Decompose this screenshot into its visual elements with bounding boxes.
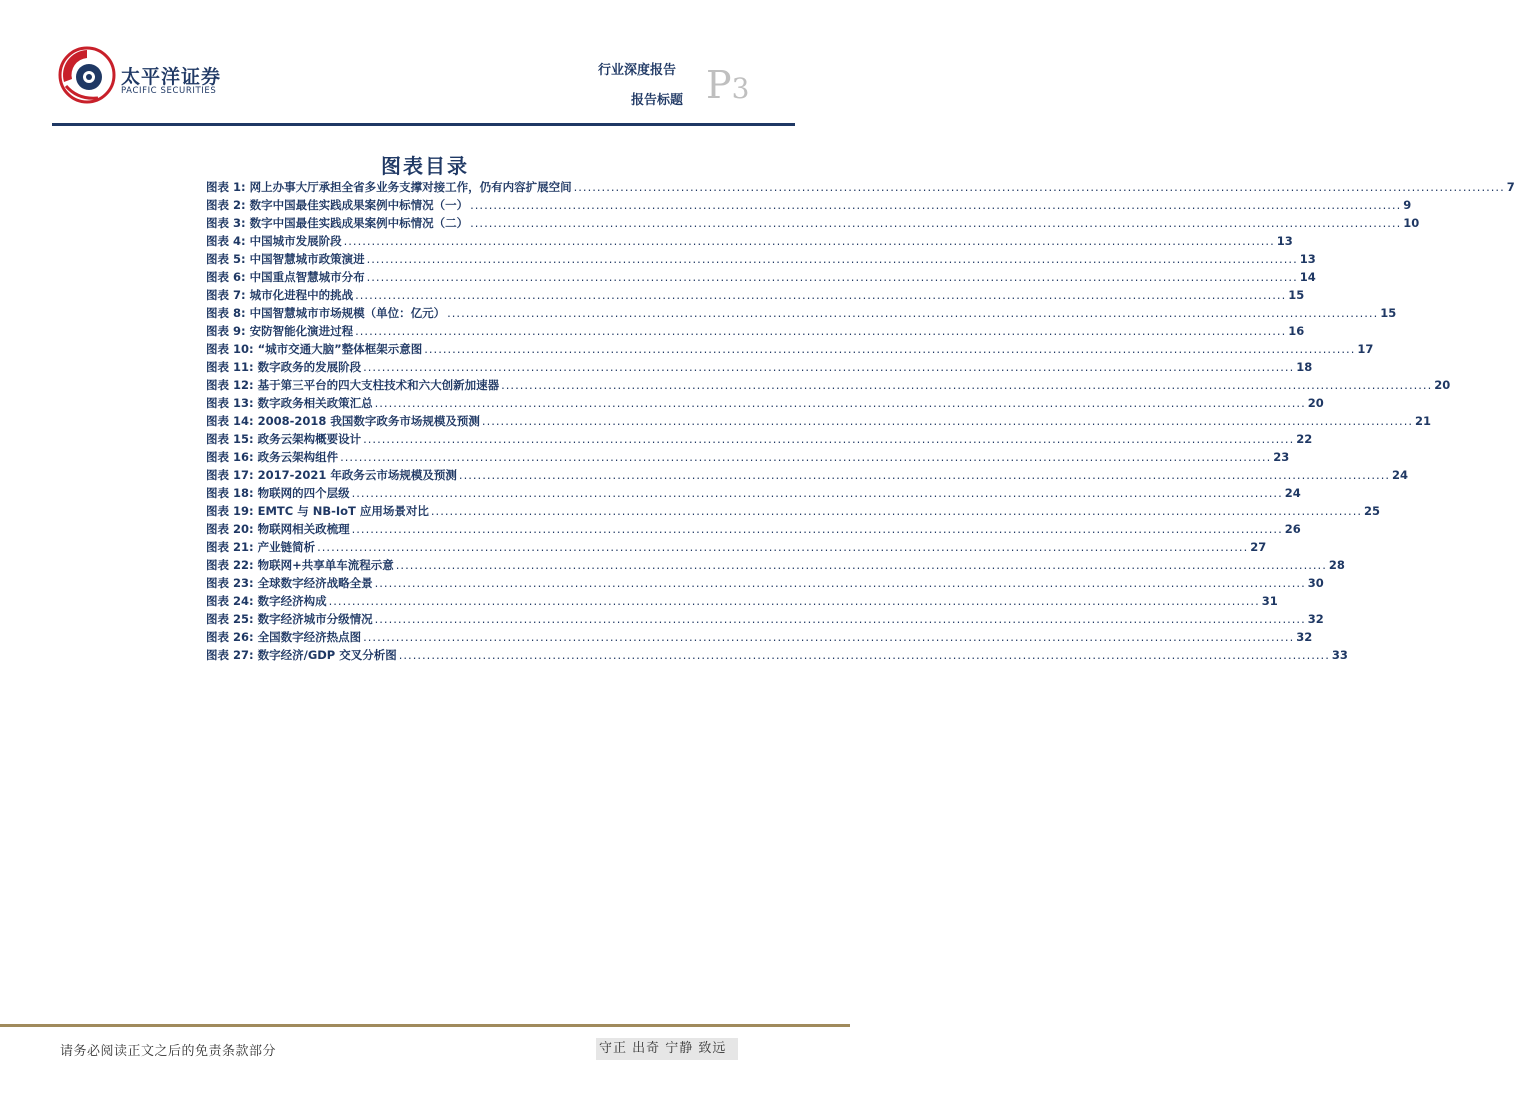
disclaimer-note: 请务必阅读正文之后的免责条款部分: [60, 1044, 277, 1059]
toc-entry-label: 图表 8:: [206, 306, 246, 320]
report-title: 报告标题: [631, 93, 684, 108]
page-number-value: 3: [731, 72, 750, 105]
toc-entry-page: 13: [1299, 252, 1316, 266]
toc-entry[interactable]: [206, 430, 1313, 448]
toc-entry-label: 图表 2:: [206, 198, 246, 212]
toc-entry[interactable]: [206, 376, 1451, 394]
toc-entry-page: 32: [1307, 612, 1324, 626]
toc-dot-leader: [574, 178, 1505, 196]
toc-entry-label: 图表 25:: [206, 612, 254, 626]
toc-dot-leader: [447, 304, 1378, 322]
toc-entry-title: 数字政务的发展阶段: [257, 360, 362, 374]
toc-entry-title: 物联网的四个层级: [257, 486, 350, 500]
page-header: [0, 0, 850, 130]
toc-entry-page: 22: [1296, 432, 1313, 446]
toc-entry-page: 20: [1307, 396, 1324, 410]
toc-entry[interactable]: [206, 304, 1397, 322]
toc-entry-label: 图表 23:: [206, 576, 254, 590]
toc-entry-page: 25: [1364, 504, 1381, 518]
toc-dot-leader: [424, 340, 1355, 358]
toc-dot-leader: [355, 286, 1286, 304]
toc-entry-title: 中国智慧城市市场规模（单位：亿元）: [249, 306, 446, 320]
toc-dot-leader: [340, 448, 1271, 466]
toc-entry-label: 图表 20:: [206, 522, 254, 536]
toc-dot-leader: [317, 538, 1248, 556]
pacific-securities-logo-icon: [58, 46, 116, 104]
toc-entry-title: 网上办事大厅承担全省多业务支撑对接工作，仍有内容扩展空间: [249, 180, 572, 194]
toc-dot-leader: [470, 196, 1401, 214]
toc-entry-title: 数字政务相关政策汇总: [257, 396, 373, 410]
toc-entry-page: 33: [1331, 648, 1348, 662]
toc-dot-leader: [363, 628, 1294, 646]
toc-entry-label: 图表 5:: [206, 252, 246, 266]
toc-entry-page: 28: [1328, 558, 1345, 572]
toc-heading: 图表目录: [381, 154, 469, 178]
page-prefix: P: [706, 63, 732, 107]
toc-entry-title: 2017-2021 年政务云市场规模及预测: [257, 468, 457, 482]
toc-entry-page: 18: [1296, 360, 1313, 374]
toc-entry-page: 14: [1299, 270, 1316, 284]
toc-entry-page: 15: [1288, 288, 1305, 302]
toc-entry-page: 26: [1284, 522, 1301, 536]
toc-dot-leader: [363, 430, 1294, 448]
toc-entry-title: 数字中国最佳实践成果案例中标情况（二）: [249, 216, 469, 230]
toc-entry-label: 图表 7:: [206, 288, 246, 302]
toc-entry[interactable]: [206, 196, 1412, 214]
toc-entry[interactable]: [206, 574, 1324, 592]
toc-entry-label: 图表 1:: [206, 180, 246, 194]
toc-entry[interactable]: [206, 358, 1313, 376]
toc-entry[interactable]: [206, 520, 1301, 538]
toc-entry-label: 图表 9:: [206, 324, 246, 338]
toc-entry-page: 7: [1506, 180, 1515, 194]
toc-entry[interactable]: [206, 646, 1348, 664]
toc-entry-title: 政务云架构组件: [257, 450, 339, 464]
toc-dot-leader: [470, 214, 1401, 232]
toc-entry-title: EMTC 与 NB-IoT 应用场景对比: [257, 504, 429, 518]
brand-name-en: PACIFIC SECURITIES: [121, 86, 217, 96]
toc-dot-leader: [396, 556, 1327, 574]
toc-entry[interactable]: [206, 628, 1313, 646]
toc-entry-page: 23: [1273, 450, 1290, 464]
brand-name-cn: 太平洋证券: [121, 66, 222, 88]
toc-entry-title: 全球数字经济战略全景: [257, 576, 373, 590]
toc-dot-leader: [367, 250, 1298, 268]
toc-entry-page: 24: [1284, 486, 1301, 500]
company-motto: 守正 出奇 宁静 致远: [596, 1038, 738, 1060]
toc-entry-title: 城市化进程中的挑战: [249, 288, 354, 302]
toc-entry-page: 16: [1288, 324, 1305, 338]
toc-entry-label: 图表 12:: [206, 378, 254, 392]
toc-entry[interactable]: [206, 556, 1345, 574]
toc-entry-title: 数字经济构成: [257, 594, 327, 608]
footer-divider: [0, 1024, 850, 1027]
toc-entry[interactable]: [206, 502, 1381, 520]
header-divider: [52, 123, 795, 126]
report-type: 行业深度报告: [598, 63, 677, 78]
toc-dot-leader: [367, 268, 1298, 286]
toc-dot-leader: [363, 358, 1294, 376]
toc-entry-title: 数字经济城市分级情况: [257, 612, 373, 626]
toc-entry-title: 物联网相关政梳理: [257, 522, 350, 536]
toc-dot-leader: [352, 484, 1283, 502]
toc-entry[interactable]: [206, 466, 1409, 484]
toc-entry[interactable]: [206, 610, 1324, 628]
toc-entry-label: 图表 26:: [206, 630, 254, 644]
toc-dot-leader: [375, 574, 1306, 592]
toc-entry-page: 31: [1261, 594, 1278, 608]
toc-entry-title: 中国智慧城市政策演进: [249, 252, 365, 266]
toc-entry-page: 10: [1403, 216, 1420, 230]
toc-entry-page: 24: [1392, 468, 1409, 482]
toc-entry-title: 全国数字经济热点图: [257, 630, 362, 644]
toc-entry-title: 中国城市发展阶段: [249, 234, 342, 248]
toc-entry[interactable]: [206, 232, 1293, 250]
toc-entry[interactable]: [206, 340, 1374, 358]
toc-entry-page: 21: [1415, 414, 1432, 428]
toc-entry[interactable]: [206, 538, 1267, 556]
toc-entry-page: 32: [1296, 630, 1313, 644]
toc-entry[interactable]: [206, 322, 1305, 340]
toc-entry-page: 13: [1276, 234, 1293, 248]
toc-dot-leader: [431, 502, 1362, 520]
toc-entry-label: 图表 15:: [206, 432, 254, 446]
toc-entry[interactable]: [206, 178, 1515, 196]
toc-entry-label: 图表 21:: [206, 540, 254, 554]
toc-entry[interactable]: [206, 448, 1290, 466]
toc-entry-title: 物联网+共享单车流程示意: [257, 558, 394, 572]
toc-entry[interactable]: [206, 286, 1305, 304]
toc-entry-label: 图表 22:: [206, 558, 254, 572]
toc-dot-leader: [375, 394, 1306, 412]
toc-entry-label: 图表 14:: [206, 414, 254, 428]
toc-dot-leader: [329, 592, 1260, 610]
toc-dot-leader: [482, 412, 1413, 430]
toc-entry-label: 图表 13:: [206, 396, 254, 410]
toc-entry-page: 17: [1357, 342, 1374, 356]
toc-entry-title: 产业链简析: [257, 540, 316, 554]
toc-entry-label: 图表 10:: [206, 342, 254, 356]
toc-entry-title: 基于第三平台的四大支柱技术和六大创新加速器: [257, 378, 500, 392]
toc-entry-label: 图表 16:: [206, 450, 254, 464]
toc-dot-leader: [344, 232, 1275, 250]
toc-dot-leader: [501, 376, 1432, 394]
toc-entry[interactable]: [206, 268, 1316, 286]
toc-dot-leader: [399, 646, 1330, 664]
toc-entry-label: 图表 11:: [206, 360, 254, 374]
toc-entry-label: 图表 18:: [206, 486, 254, 500]
figure-table-of-contents: [206, 178, 1515, 664]
toc-entry-label: 图表 17:: [206, 468, 254, 482]
toc-entry-title: 数字中国最佳实践成果案例中标情况（一）: [249, 198, 469, 212]
toc-entry-title: 2008-2018 我国数字政务市场规模及预测: [257, 414, 480, 428]
toc-entry-label: 图表 3:: [206, 216, 246, 230]
toc-dot-leader: [352, 520, 1283, 538]
toc-entry-title: 中国重点智慧城市分布: [249, 270, 365, 284]
toc-entry-label: 图表 6:: [206, 270, 246, 284]
page-number: [706, 63, 750, 107]
toc-entry[interactable]: [206, 250, 1316, 268]
toc-entry-page: 9: [1403, 198, 1412, 212]
toc-entry-title: 数字经济/GDP 交叉分析图: [257, 648, 397, 662]
toc-entry-title: 安防智能化演进过程: [249, 324, 354, 338]
toc-entry[interactable]: [206, 394, 1324, 412]
toc-entry[interactable]: [206, 412, 1432, 430]
toc-entry-title: 政务云架构概要设计: [257, 432, 362, 446]
toc-entry-page: 20: [1434, 378, 1451, 392]
toc-entry[interactable]: [206, 484, 1301, 502]
toc-dot-leader: [375, 610, 1306, 628]
toc-entry-label: 图表 27:: [206, 648, 254, 662]
toc-entry-label: 图表 4:: [206, 234, 246, 248]
toc-entry-page: 15: [1380, 306, 1397, 320]
toc-entry-page: 27: [1250, 540, 1267, 554]
toc-entry-label: 图表 24:: [206, 594, 254, 608]
toc-dot-leader: [459, 466, 1390, 484]
toc-entry[interactable]: [206, 214, 1420, 232]
toc-entry-page: 30: [1307, 576, 1324, 590]
toc-entry-title: “城市交通大脑”整体框架示意图: [257, 342, 423, 356]
toc-entry-label: 图表 19:: [206, 504, 254, 518]
toc-entry[interactable]: [206, 592, 1278, 610]
toc-dot-leader: [355, 322, 1286, 340]
